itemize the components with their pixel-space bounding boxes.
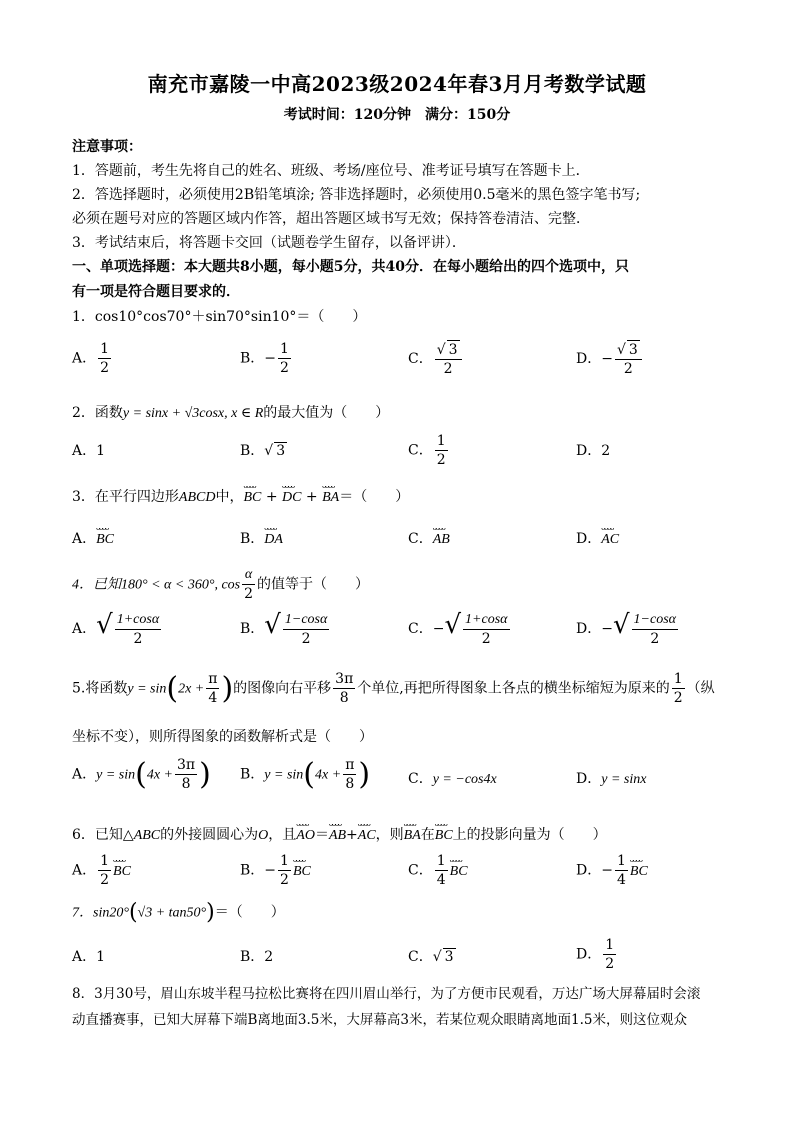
q7-option-a: A．1 xyxy=(72,949,106,965)
note-3: 3．考试结束后，将答题卡交回（试题卷学生留存，以备评讲）． xyxy=(72,235,466,251)
q4-option-d: D．−√ $\frac{1-\cos\alpha}{2}$ xyxy=(576,610,677,647)
q6-option-b: B．− $\frac{1}{2}$ ᴗᴗᴗᴗ BC xyxy=(240,852,311,889)
question-3-stem: 3．在平行四边形ABCD中，ᴗᴗᴗᴗ BC + ᴗᴗᴗᴗ DC + ᴗᴗᴗᴗ BA＝（ ） xyxy=(72,486,409,506)
question-6-stem: 6．已知△ABC的外接圆圆心为O，且ᴗᴗᴗᴗ AO＝ᴗᴗᴗᴗ AB+ᴗᴗᴗᴗ AC，则ᴗᴗᴗᴗ BA在ᴗᴗᴗᴗ BC上的投影向量为（ ） xyxy=(72,824,607,844)
q6-option-d: D．− $\frac{1}{4}$ ᴗᴗᴗᴗ BC xyxy=(576,852,648,889)
section-heading: 一、单项选择题：本大题共8小题，每小题5分，共40分．在每小题给出的四个选项中，只 xyxy=(72,259,629,275)
q6-option-a: A． $\frac{1}{2}$ ᴗᴗᴗᴗ BC xyxy=(72,852,131,889)
q3-option-a: A．ᴗᴗᴗᴗ BC xyxy=(72,528,114,548)
note-2: 2．答选择题时，必须使用2B铅笔填涂; 答非选择题时，必须使用0.5毫米的黑色签字笔书写; xyxy=(72,187,641,203)
q2-option-c: C． $\frac{1}{2}$ xyxy=(408,433,446,468)
q3-option-c: C．ᴗᴗᴗᴗ AB xyxy=(408,528,450,548)
q1-option-a: A． $\frac{1}{2}$ xyxy=(72,341,110,376)
question-5-stem: 5.将函数y = sin(2x + $\frac{\pi}{4}$ )的图像向右平移 $\frac{3\pi}{8}$ 个单位,再把所得图象上各点的横坐标缩短为原来的 $\frac{1}{2}$ （纵 xyxy=(72,671,715,706)
question-8-stem: 8．3月30号，眉山东坡半程马拉松比赛将在四川眉山举行，为了方便市民观看，万达广场大屏幕届时会滚 xyxy=(72,986,701,1002)
q5-option-b: B．y = sin(4x + $\frac{\pi}{8}$ ) xyxy=(240,757,371,792)
question-2-stem: 2．函数y = sinx + √3cosx, x ∈ R的最大值为（ ） xyxy=(72,405,390,421)
q2-option-d: D．2 xyxy=(576,443,611,459)
q7-option-d: D． $\frac{1}{2}$ xyxy=(576,937,615,972)
q1-option-c: C． $\frac{√ 3}{2}$ xyxy=(408,340,464,378)
question-1-stem: 1．cos10°cos70°＋sin70°sin10°＝（ ） xyxy=(72,309,367,325)
question-4-stem: 4．已知180° < α < 360°, cos $\frac{\alpha}{2}$ 的值等于（ ） xyxy=(72,567,370,602)
q5-option-d: D．y = sinx xyxy=(576,771,647,787)
note-1: 1．答题前，考生先将自己的姓名、班级、考场/座位号、准考证号填写在答题卡上． xyxy=(72,163,590,179)
q5-option-a: A．y = sin(4x + $\frac{3\pi}{8}$ ) xyxy=(72,757,211,792)
q1-option-d: D．− $\frac{√ 3}{2}$ xyxy=(576,340,644,378)
question-8-stem-cont: 动直播赛事，已知大屏幕下端B离地面3.5米，大屏幕高3米，若某位观众眼睛离地面1.5米，则这位观众 xyxy=(72,1012,687,1028)
question-7-stem: 7．sin20°(√3 + tan50°)＝（ ） xyxy=(72,900,285,925)
q3-option-d: D．ᴗᴗᴗᴗ AC xyxy=(576,528,619,548)
notes-heading: 注意事项： xyxy=(72,139,142,155)
q1-option-b: B．− $\frac{1}{2}$ xyxy=(240,341,289,376)
exam-subtitle: 考试时间：120分钟 满分：150分 xyxy=(283,107,511,123)
q4-option-a: A．√ $\frac{1+\cos\alpha}{2}$ xyxy=(72,610,160,647)
q3-option-b: B．ᴗᴗᴗᴗ DA xyxy=(240,528,283,548)
note-2-cont: 必须在题号对应的答题区域内作答，超出答题区域书写无效；保持答卷清洁、完整． xyxy=(72,211,590,227)
q4-option-b: B．√ $\frac{1-\cos\alpha}{2}$ xyxy=(240,610,328,647)
q7-option-c: C．√ 3 xyxy=(408,949,454,965)
exam-title: 南充市嘉陵一中高2023级2024年春3月月考数学试题 xyxy=(147,72,647,96)
q2-option-a: A．1 xyxy=(72,443,106,459)
q4-option-c: C．−√ $\frac{1+\cos\alpha}{2}$ xyxy=(408,610,508,647)
section-heading-cont: 有一项是符合题目要求的． xyxy=(72,284,240,300)
question-5-stem-cont: 坐标不变），则所得图象的函数解析式是（ ） xyxy=(72,729,373,745)
q7-option-b: B．2 xyxy=(240,949,274,965)
q5-option-c: C．y = −cos4x xyxy=(408,771,497,787)
q2-option-b: B．√ 3 xyxy=(240,443,286,459)
q6-option-c: C． $\frac{1}{4}$ ᴗᴗᴗᴗ BC xyxy=(408,852,468,889)
